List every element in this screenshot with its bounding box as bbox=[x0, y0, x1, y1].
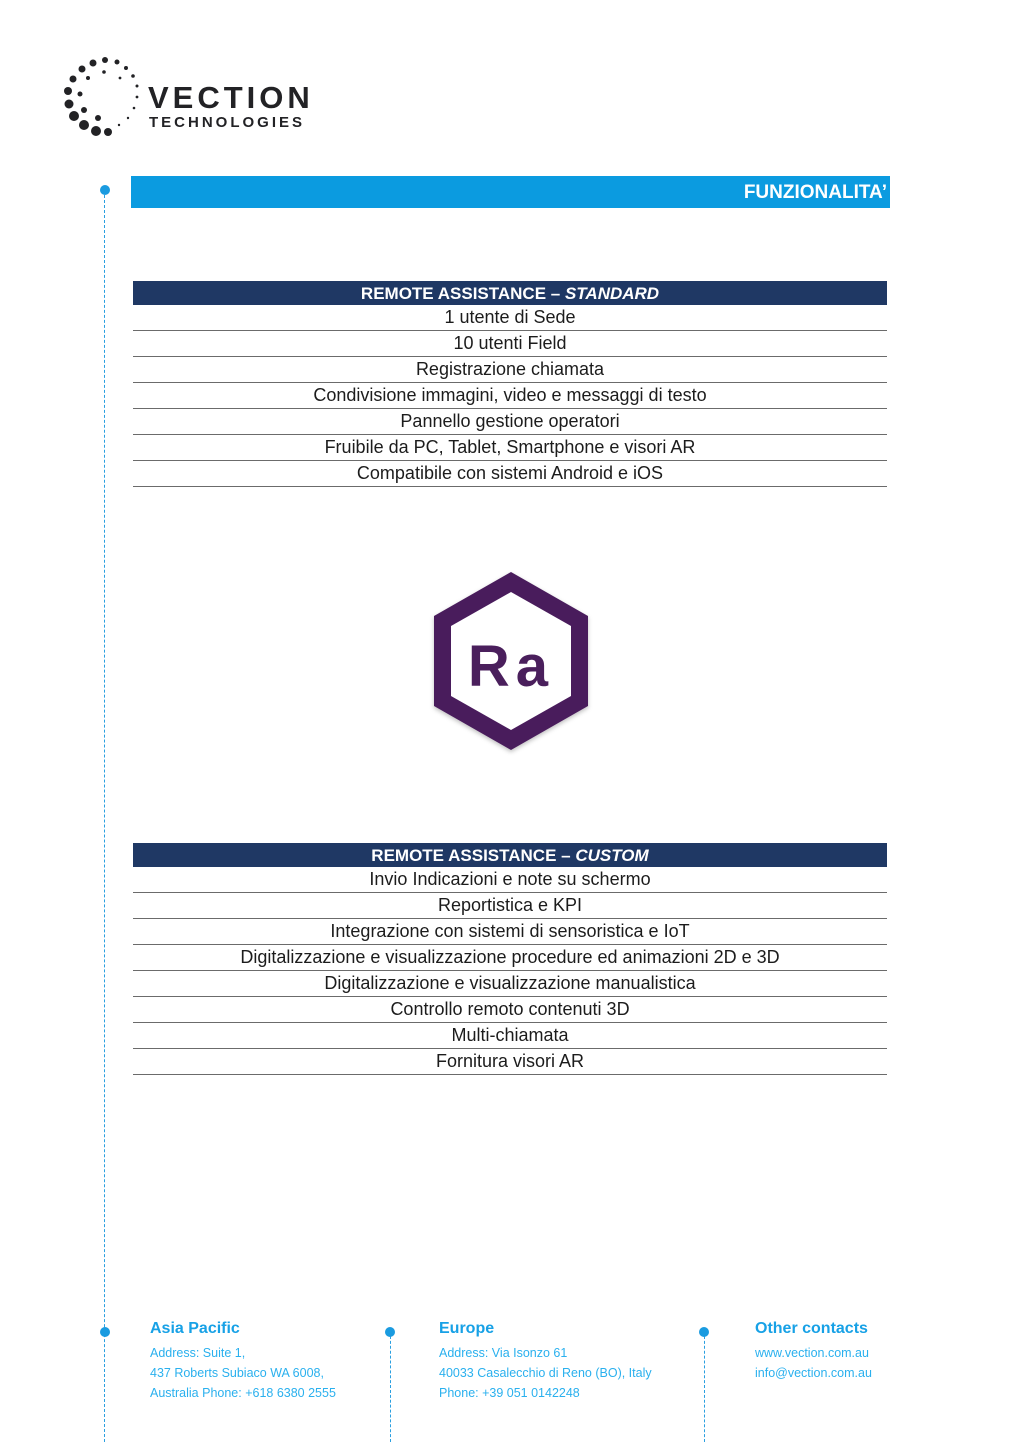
table-row: Digitalizzazione e visualizzazione manualistica bbox=[133, 971, 887, 997]
contact-europe bbox=[439, 1320, 652, 1403]
section-title: FUNZIONALITA’ bbox=[743, 182, 887, 203]
table-row: Reportistica e KPI bbox=[133, 893, 887, 919]
table-row: Pannello gestione operatori bbox=[133, 409, 887, 435]
table-header-title: REMOTE ASSISTANCE – bbox=[371, 846, 576, 865]
standard-features-table bbox=[133, 281, 887, 487]
table-row: 10 utenti Field bbox=[133, 331, 887, 357]
timeline-dot-bottom bbox=[100, 1327, 110, 1337]
contact-address-line: 40033 Casalecchio di Reno (BO), Italy bbox=[439, 1366, 652, 1380]
table-header bbox=[133, 281, 887, 305]
contact-title: Asia Pacific bbox=[150, 1320, 240, 1337]
table-row: Controllo remoto contenuti 3D bbox=[133, 997, 887, 1023]
contact-address-line: 437 Roberts Subiaco WA 6008, bbox=[150, 1366, 324, 1380]
contact-address-line: Address: Via Isonzo 61 bbox=[439, 1346, 568, 1360]
table-row: Multi-chiamata bbox=[133, 1023, 887, 1049]
dots-circle-icon bbox=[60, 52, 150, 144]
table-row: Fruibile da PC, Tablet, Smartphone e visori AR bbox=[133, 435, 887, 461]
table-header-variant: CUSTOM bbox=[575, 846, 649, 865]
table-header bbox=[133, 843, 887, 867]
table-row: Integrazione con sistemi di sensoristica e IoT bbox=[133, 919, 887, 945]
website-link[interactable]: www.vection.com.au bbox=[755, 1346, 869, 1360]
table-header-title: REMOTE ASSISTANCE – bbox=[360, 284, 565, 303]
table-header-variant: STANDARD bbox=[564, 284, 660, 303]
footer-dot-left bbox=[385, 1327, 395, 1337]
ra-logo-text: Ra bbox=[467, 634, 555, 699]
company-logo bbox=[60, 52, 320, 144]
contact-address-line: Address: Suite 1, bbox=[150, 1346, 246, 1360]
contact-title: Other contacts bbox=[755, 1320, 868, 1337]
footer-divider-right bbox=[704, 1336, 705, 1442]
email-link[interactable]: info@vection.com.au bbox=[755, 1366, 872, 1380]
timeline-dot-top bbox=[100, 185, 110, 195]
logo-subtitle: TECHNOLOGIES bbox=[149, 114, 306, 131]
ra-hexagon-logo bbox=[425, 568, 597, 756]
custom-features-table bbox=[133, 843, 887, 1075]
contact-asia-pacific bbox=[150, 1320, 336, 1403]
table-row: Invio Indicazioni e note su schermo bbox=[133, 867, 887, 893]
table-row: Registrazione chiamata bbox=[133, 357, 887, 383]
contact-title: Europe bbox=[439, 1320, 495, 1337]
logo-wordmark: VECTION bbox=[148, 80, 314, 115]
table-row: 1 utente di Sede bbox=[133, 305, 887, 331]
table-row: Compatibile con sistemi Android e iOS bbox=[133, 461, 887, 487]
left-timeline-line bbox=[104, 190, 105, 1442]
contact-phone: Australia Phone: +618 6380 2555 bbox=[150, 1386, 336, 1400]
table-row: Digitalizzazione e visualizzazione procedure ed animazioni 2D e 3D bbox=[133, 945, 887, 971]
table-row: Condivisione immagini, video e messaggi di testo bbox=[133, 383, 887, 409]
footer-dot-right bbox=[699, 1327, 709, 1337]
contact-phone: Phone: +39 051 0142248 bbox=[439, 1386, 580, 1400]
footer-divider-left bbox=[390, 1336, 391, 1442]
table-row: Fornitura visori AR bbox=[133, 1049, 887, 1075]
contact-other bbox=[755, 1320, 872, 1383]
section-banner bbox=[131, 176, 890, 208]
